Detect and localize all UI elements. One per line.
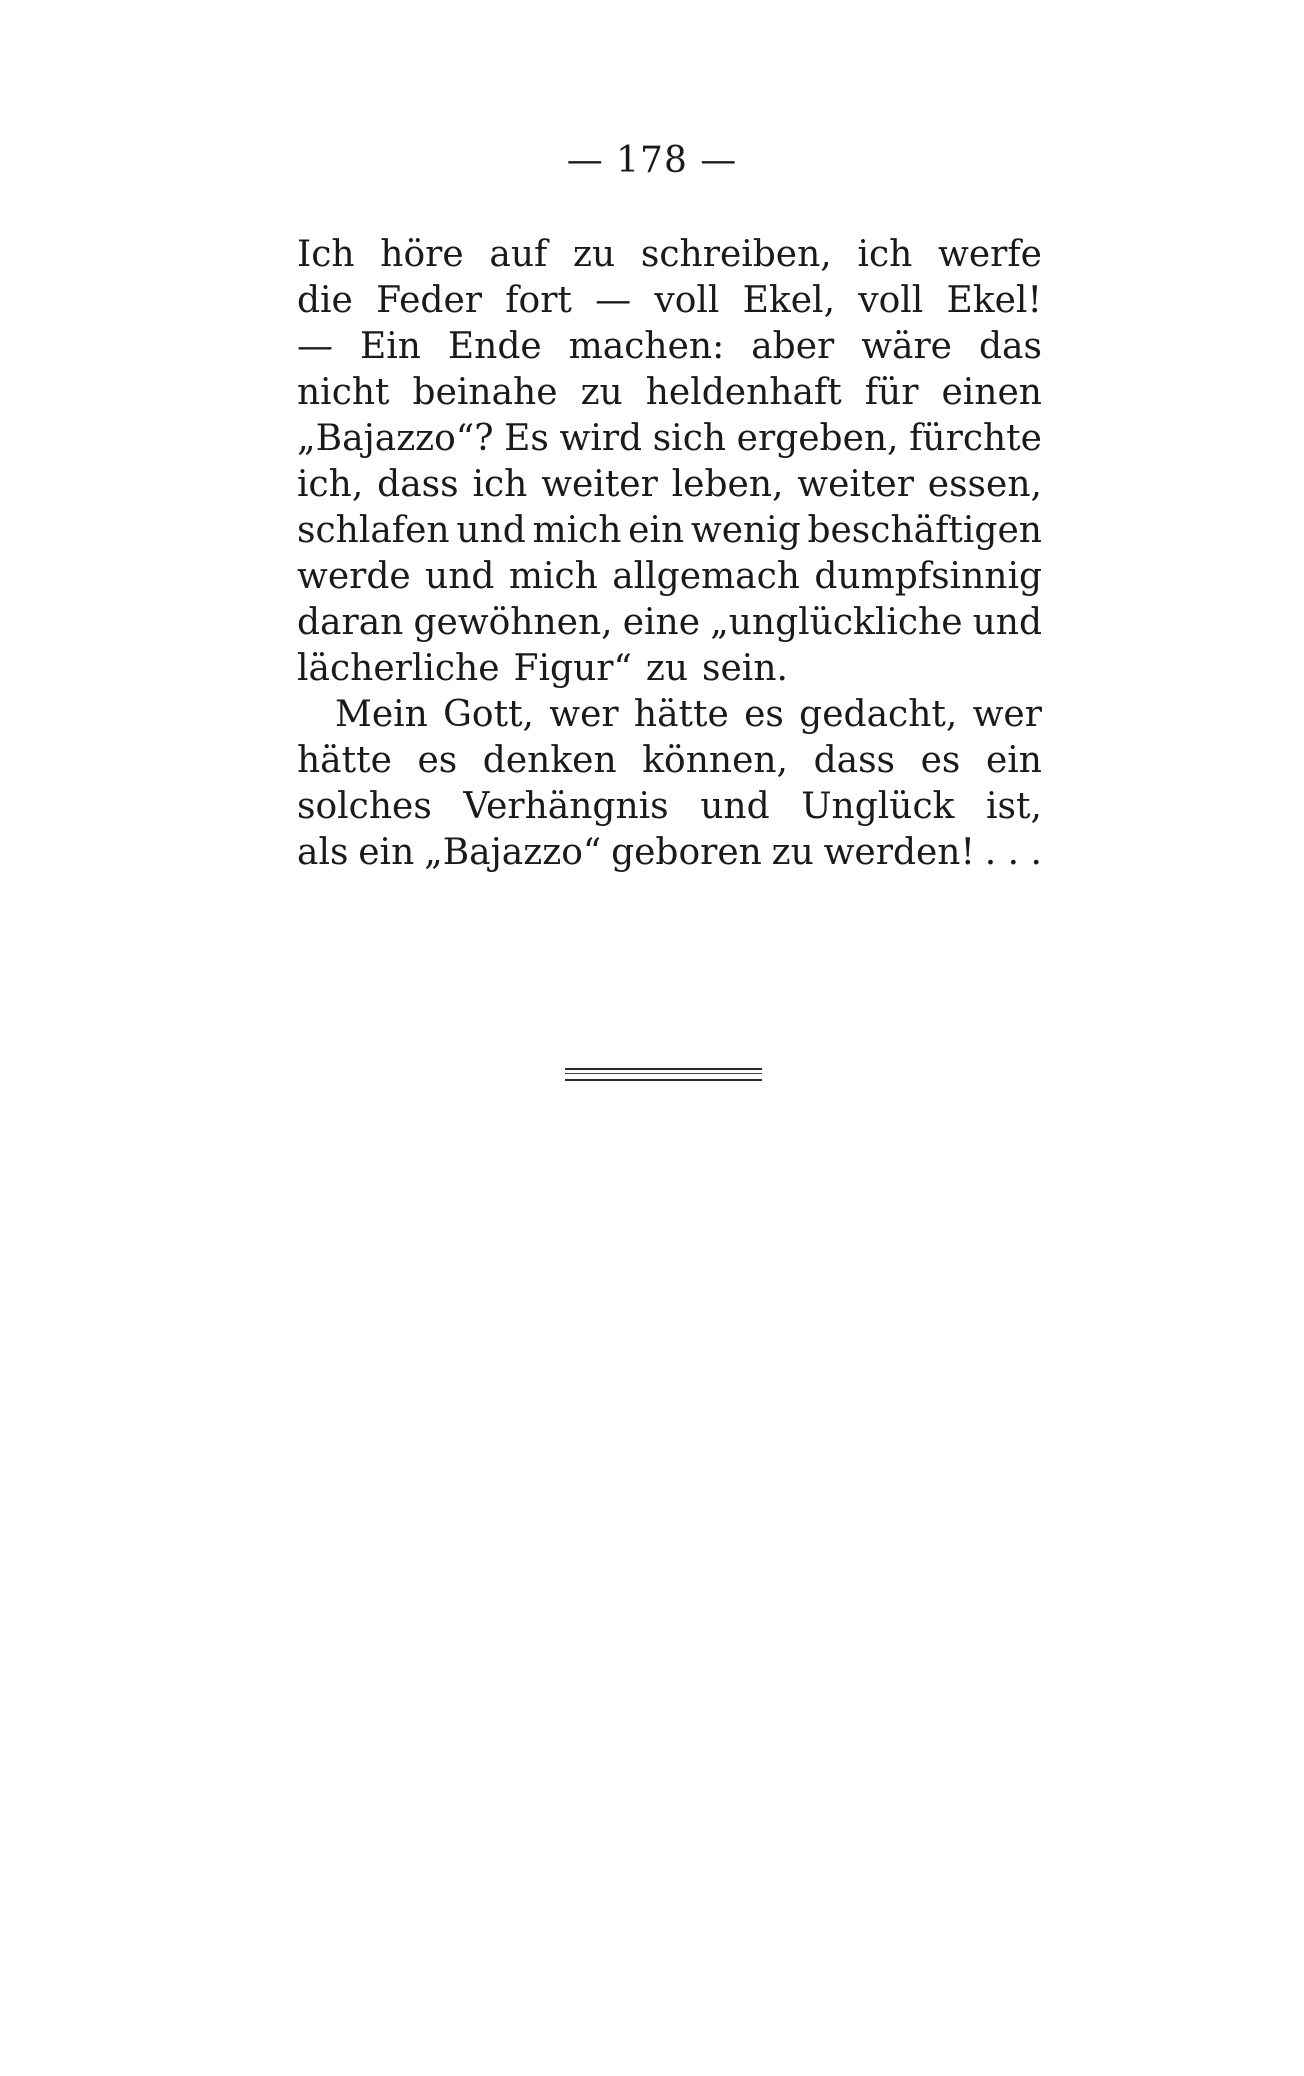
word: wenig (690, 510, 801, 551)
word: ich, (297, 464, 364, 505)
word: denken (482, 740, 617, 781)
word: werfe (938, 234, 1042, 275)
word: wer (549, 694, 619, 735)
word: Ich (297, 234, 355, 275)
text-line (297, 416, 1042, 462)
word: . . . (984, 832, 1042, 873)
word: zu (771, 832, 814, 873)
word: leben, (671, 464, 784, 505)
word: und (972, 602, 1042, 643)
page-number: — 178 — (566, 140, 738, 181)
word: und (700, 786, 770, 827)
word: dass (377, 464, 459, 505)
text-line (297, 738, 1042, 784)
word: es (920, 740, 961, 781)
text-line (297, 600, 1042, 646)
word: auf (489, 234, 548, 275)
word: als (297, 832, 349, 873)
word: voll (858, 280, 924, 321)
word: sein. (702, 648, 788, 689)
word: ein (358, 832, 415, 873)
word: Gott, (443, 694, 534, 735)
word: aber (751, 326, 835, 367)
end-rule (565, 1068, 762, 1081)
word: geboren (611, 832, 762, 873)
word: — (595, 280, 632, 321)
word: „unglückliche (710, 602, 963, 643)
word: das (978, 326, 1042, 367)
word: ergeben, (736, 418, 899, 459)
word: ein (628, 510, 685, 551)
word: zu (580, 372, 623, 413)
word: ich (857, 234, 913, 275)
word: es (744, 694, 784, 735)
word: hätte (297, 740, 392, 781)
word: weiter (541, 464, 658, 505)
word: wird (559, 418, 643, 459)
word: lächerliche (297, 648, 500, 689)
text-line (297, 692, 1042, 738)
word: heldenhaft (645, 372, 842, 413)
word: Figur“ (513, 648, 632, 689)
word: „Bajazzo“ (424, 832, 602, 873)
word: Unglück (801, 786, 955, 827)
word: für (864, 372, 919, 413)
word: und (425, 556, 495, 597)
word: Ekel! (946, 280, 1042, 321)
word: Es (504, 418, 549, 459)
word: — (297, 326, 333, 367)
word: Feder (376, 280, 482, 321)
word: mich (508, 556, 598, 597)
word: wer (972, 694, 1042, 735)
text-line (297, 324, 1042, 370)
word: machen: (568, 326, 725, 367)
text-line (297, 370, 1042, 416)
word: hätte (633, 694, 729, 735)
word: zu (573, 234, 616, 275)
end-rule-middle-line (565, 1073, 762, 1074)
word: voll (654, 280, 720, 321)
text-line (297, 508, 1042, 554)
word: Mein (335, 694, 428, 735)
word: Ein (359, 326, 421, 367)
word: und (456, 510, 526, 551)
word: mich (532, 510, 622, 551)
text-line (297, 462, 1042, 508)
word: beinahe (412, 372, 558, 413)
word: höre (380, 234, 464, 275)
word: Ende (447, 326, 542, 367)
text-line (297, 830, 1042, 876)
word: schreiben, (640, 234, 832, 275)
word: die (297, 280, 353, 321)
word: Ekel, (742, 280, 836, 321)
word: sich (652, 418, 727, 459)
word: zu (645, 648, 689, 689)
text-line (297, 278, 1042, 324)
word: allgemach (612, 556, 800, 597)
word: nicht (297, 372, 390, 413)
word: können, (642, 740, 788, 781)
word: fort (505, 280, 572, 321)
word: dass (813, 740, 896, 781)
word: fürchte (909, 418, 1042, 459)
word: Verhängnis (463, 786, 669, 827)
text-line (297, 554, 1042, 600)
word: einen (941, 372, 1042, 413)
text-line (297, 784, 1042, 830)
word: weiter (797, 464, 914, 505)
word: gedacht, (799, 694, 958, 735)
word: gewöhnen, (413, 602, 613, 643)
word: wäre (861, 326, 952, 367)
word: daran (297, 602, 404, 643)
word: schlafen (297, 510, 450, 551)
body-text (297, 232, 1042, 876)
word: dumpfsinnig (814, 556, 1042, 597)
word: eine (622, 602, 700, 643)
word: es (417, 740, 458, 781)
word: essen, (927, 464, 1042, 505)
word: solches (297, 786, 432, 827)
text-line (297, 646, 1042, 692)
word: beschäftigen (807, 510, 1042, 551)
word: „Bajazzo“? (297, 418, 494, 459)
text-line (297, 232, 1042, 278)
word: ein (985, 740, 1042, 781)
word: werde (297, 556, 411, 597)
word: werden! (823, 832, 975, 873)
word: ich (472, 464, 528, 505)
word: ist, (986, 786, 1042, 827)
